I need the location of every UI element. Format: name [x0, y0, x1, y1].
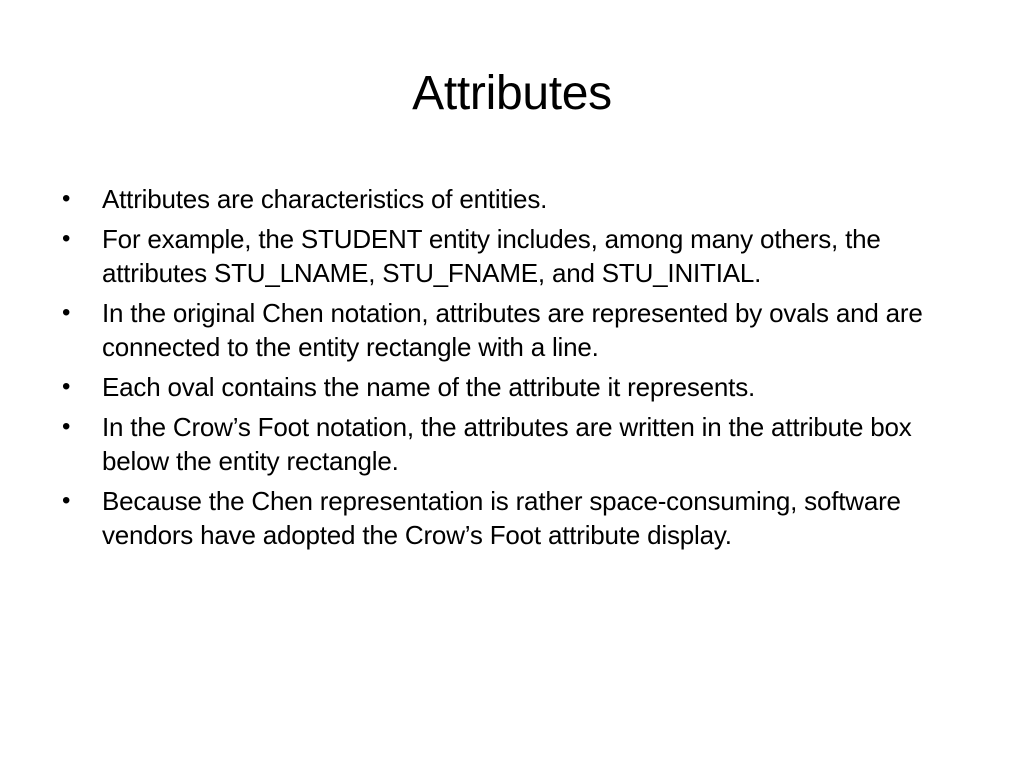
- bullet-dot-icon: •: [62, 185, 71, 212]
- bullet-dot-icon: •: [62, 373, 71, 400]
- bullet-text: In the original Chen notation, attributes are represented by ovals and are connected to the entity rectangle with a line.: [102, 298, 923, 362]
- bullet-item: [60, 296, 970, 364]
- bullet-item: [60, 222, 970, 290]
- bullet-dot-icon: •: [62, 225, 71, 252]
- bullet-text: In the Crow’s Foot notation, the attributes are written in the attribute box below the entity rectangle.: [102, 412, 912, 476]
- bullet-text: Each oval contains the name of the attribute it represents.: [102, 372, 756, 402]
- bullet-item: [60, 182, 970, 216]
- bullet-text: Attributes are characteristics of entities.: [102, 184, 548, 214]
- bullet-dot-icon: •: [62, 299, 71, 326]
- bullet-text: For example, the STUDENT entity includes, among many others, the attributes STU_LNAME, STU_FNAME, and STU_INITIAL.: [102, 224, 881, 288]
- bullet-item: [60, 410, 970, 478]
- bullet-dot-icon: •: [62, 487, 71, 514]
- bullet-item: [60, 370, 970, 404]
- slide-title: Attributes: [412, 67, 612, 120]
- bullet-item: [60, 484, 970, 552]
- bullet-dot-icon: •: [62, 413, 71, 440]
- bullet-list: [60, 182, 970, 558]
- bullet-text: Because the Chen representation is rather space-consuming, software vendors have adopted the Crow’s Foot attribute display.: [102, 486, 901, 550]
